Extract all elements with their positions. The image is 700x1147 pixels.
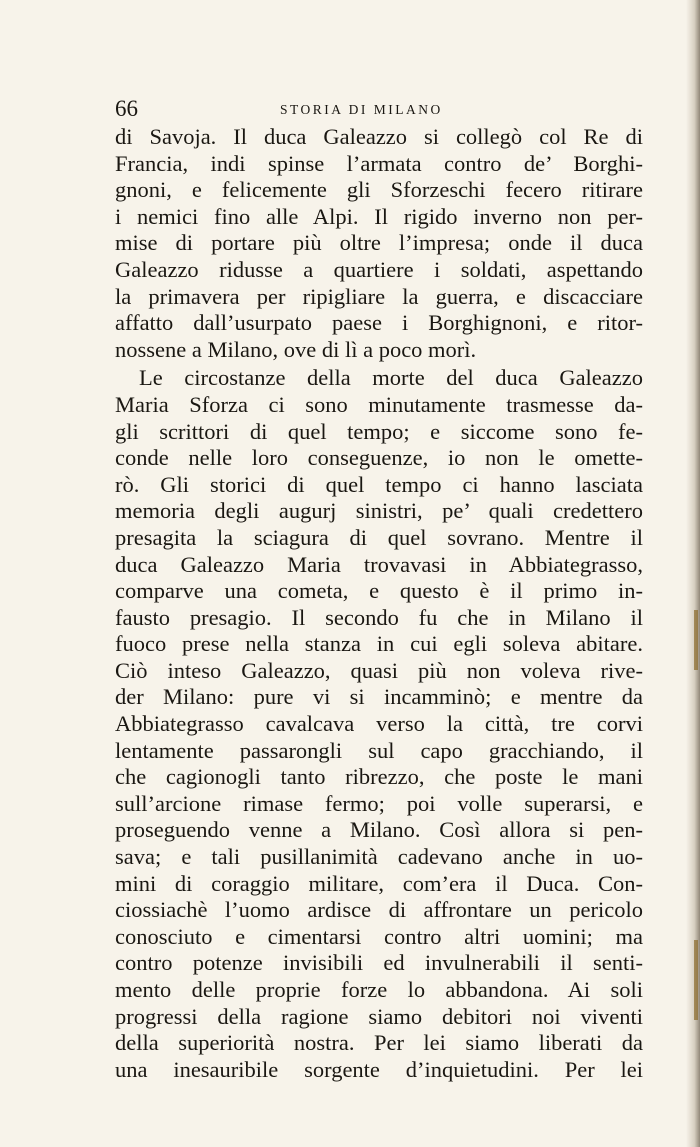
text-line: gli scrittori di quel tempo; e siccome sono fe- [115,418,643,444]
text-line: la primavera per ripigliare la guerra, e discacciare [115,283,643,309]
text-line: duca Galeazzo Maria trovavasi in Abbiategrasso, [115,551,643,577]
text-line: Maria Sforza ci sono minutamente trasmesse da- [115,391,643,417]
text-line: nossene a Milano, ove di lì a poco morì. [115,336,477,362]
text-line: sava; e tali pusillanimità cadevano anche in uo- [115,844,643,870]
text-line: Le circostanze della morte del duca Galeazzo [139,365,643,391]
text-line: Francia, indi spinse l’armata contro de’ Borghi- [115,150,643,176]
text-line: conde nelle loro conseguenze, io non le omette- [115,445,643,471]
text-line: ciossiachè l’uomo ardisce di affrontare un pericolo [115,897,643,923]
text-line: progressi della ragione siamo debitori noi viventi [115,1003,643,1029]
page-edge-fold [694,940,698,1020]
text-line: Ciò inteso Galeazzo, quasi più non voleva rive- [115,657,643,683]
text-line: presagita la sciagura di quel sovrano. Mentre il [115,524,643,550]
text-line: i nemici fino alle Alpi. Il rigido inverno non per- [115,203,643,229]
text-line: rò. Gli storici di quel tempo ci hanno lasciata [115,471,643,497]
paragraph-1 [115,124,643,363]
text-line: mise di portare più oltre l’impresa; onde il duca [115,230,643,256]
text-line: contro potenze invisibili ed invulnerabili il senti- [115,950,643,976]
text-line: che cagionogli tanto ribrezzo, che poste le mani [115,764,643,790]
text-line: di Savoja. Il duca Galeazzo si collegò col Re di [115,124,643,149]
text-line: mento delle proprie forze lo abbandona. Ai soli [115,977,643,1002]
paragraph-2 [115,365,643,1083]
text-line: fausto presagio. Il secondo fu che in Milano il [115,604,643,630]
text-line: una inesauribile sorgente d’inquietudini. Per lei [115,1056,643,1082]
text-line: conosciuto e cimentarsi contro altri uomini; ma [115,923,643,949]
text-line: proseguendo venne a Milano. Così allora si pen- [115,817,643,843]
page-number: 66 [115,96,138,121]
text-line: affatto dall’usurpato paese i Borghignoni, e ritor- [115,310,643,336]
text-line: memoria degli augurj sinistri, pe’ quali credettero [115,498,643,524]
text-line: Galeazzo ridusse a quartiere i soldati, aspettando [115,256,643,282]
page-header [115,96,645,126]
text-line: mini di coraggio militare, com’era il Duca. Con- [115,870,643,896]
text-line: della superiorità nostra. Per lei siamo liberati da [115,1030,643,1056]
text-line: lentamente passarongli sul capo gracchiando, il [115,737,643,763]
text-line: Abbiategrasso cavalcava verso la città, tre corvi [115,711,643,737]
text-line: gnoni, e felicemente gli Sforzeschi fecero ritirare [115,177,643,203]
text-line: sull’arcione rimase fermo; poi volle superarsi, e [115,790,643,816]
text-line: der Milano: pure vi si incamminò; e mentre da [115,684,643,710]
text-line: fuoco prese nella stanza in cui egli soleva abitare. [115,631,643,657]
running-head: STORIA DI MILANO [280,102,443,117]
body-text [115,124,643,1083]
text-line: comparve una cometa, e questo è il primo in- [115,578,643,604]
page-edge-fold [694,610,698,670]
